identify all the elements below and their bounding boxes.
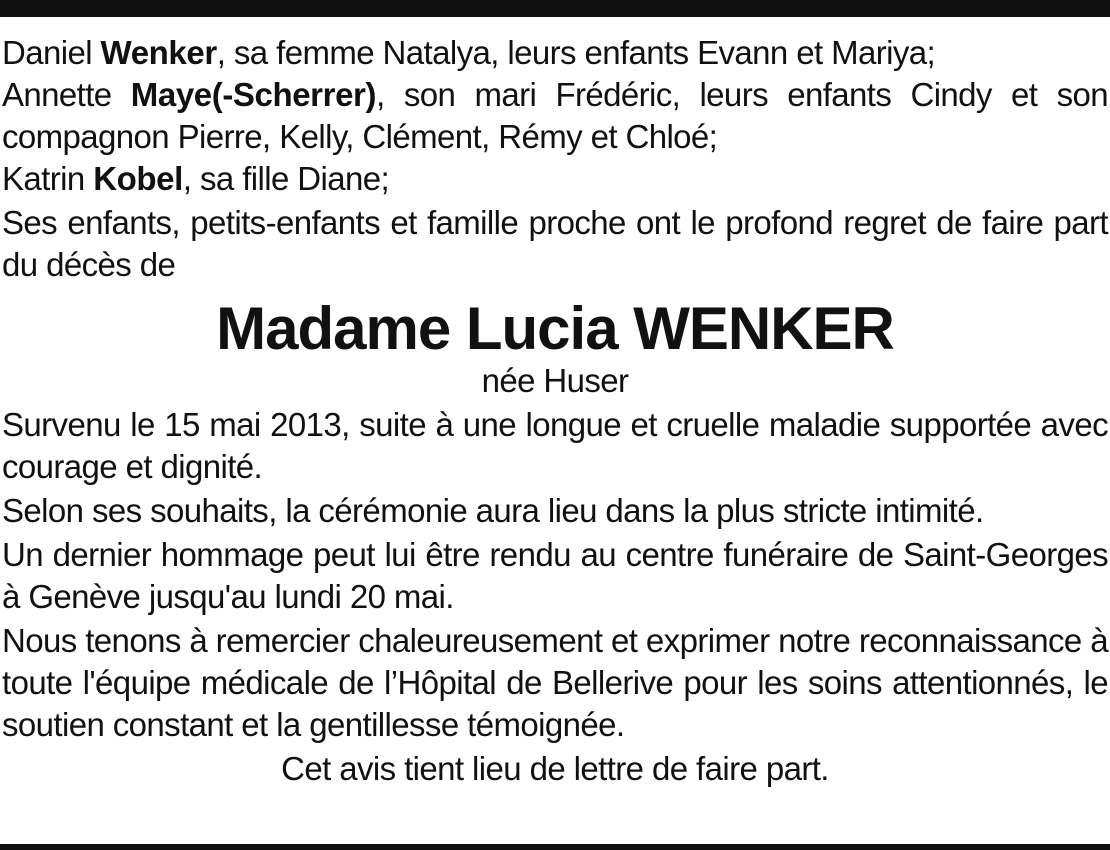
family-line-wenker [2, 32, 1108, 74]
family-detail: , son mari Frédéric, leurs enfants Cindy et son compagnon Pierre, Kelly, Clément, Rémy et Chloé; [2, 76, 1108, 155]
family-first-name: Katrin [2, 160, 85, 197]
family-detail: , sa femme Natalya, leurs enfants Evann et Mariya; [216, 34, 936, 71]
family-first-name: Daniel [2, 34, 92, 71]
paragraph-passing: Survenu le 15 mai 2013, suite à une longue et cruelle maladie supportée avec courage et dignité. [2, 406, 1108, 485]
family-surname: Maye(-Scherrer) [130, 76, 377, 113]
closing-line: Cet avis tient lieu de lettre de faire part. [281, 750, 829, 787]
family-surname: Kobel [93, 160, 183, 197]
deceased-name: Madame Lucia WENKER [216, 295, 894, 362]
announcement-text: Ses enfants, petits-enfants et famille proche ont le profond regret de faire part du décès de [2, 204, 1108, 283]
obituary-notice [2, 32, 1108, 790]
paragraph-tribute: Un dernier hommage peut lui être rendu au centre funéraire de Saint-Georges à Genève jusqu'au lundi 20 mai. [2, 536, 1108, 615]
paragraph-ceremony: Selon ses souhaits, la cérémonie aura lieu dans la plus stricte intimité. [2, 492, 984, 529]
maiden-name: née Huser [481, 362, 629, 399]
family-surname: Wenker [100, 34, 217, 71]
top-border-rule [0, 0, 1110, 17]
paragraph-thanks: Nous tenons à remercier chaleureusement et exprimer notre reconnaissance à toute l'équipe médicale de l’Hôpital de Bellerive pour les soins attentionnés, le soutien constant et la gentillesse témoignée. [2, 622, 1108, 743]
family-detail: , sa fille Diane; [182, 160, 390, 197]
family-line-kobel [2, 158, 1108, 200]
family-first-name: Annette [2, 76, 112, 113]
bottom-border-rule [0, 844, 1110, 850]
family-line-maye [2, 74, 1108, 158]
